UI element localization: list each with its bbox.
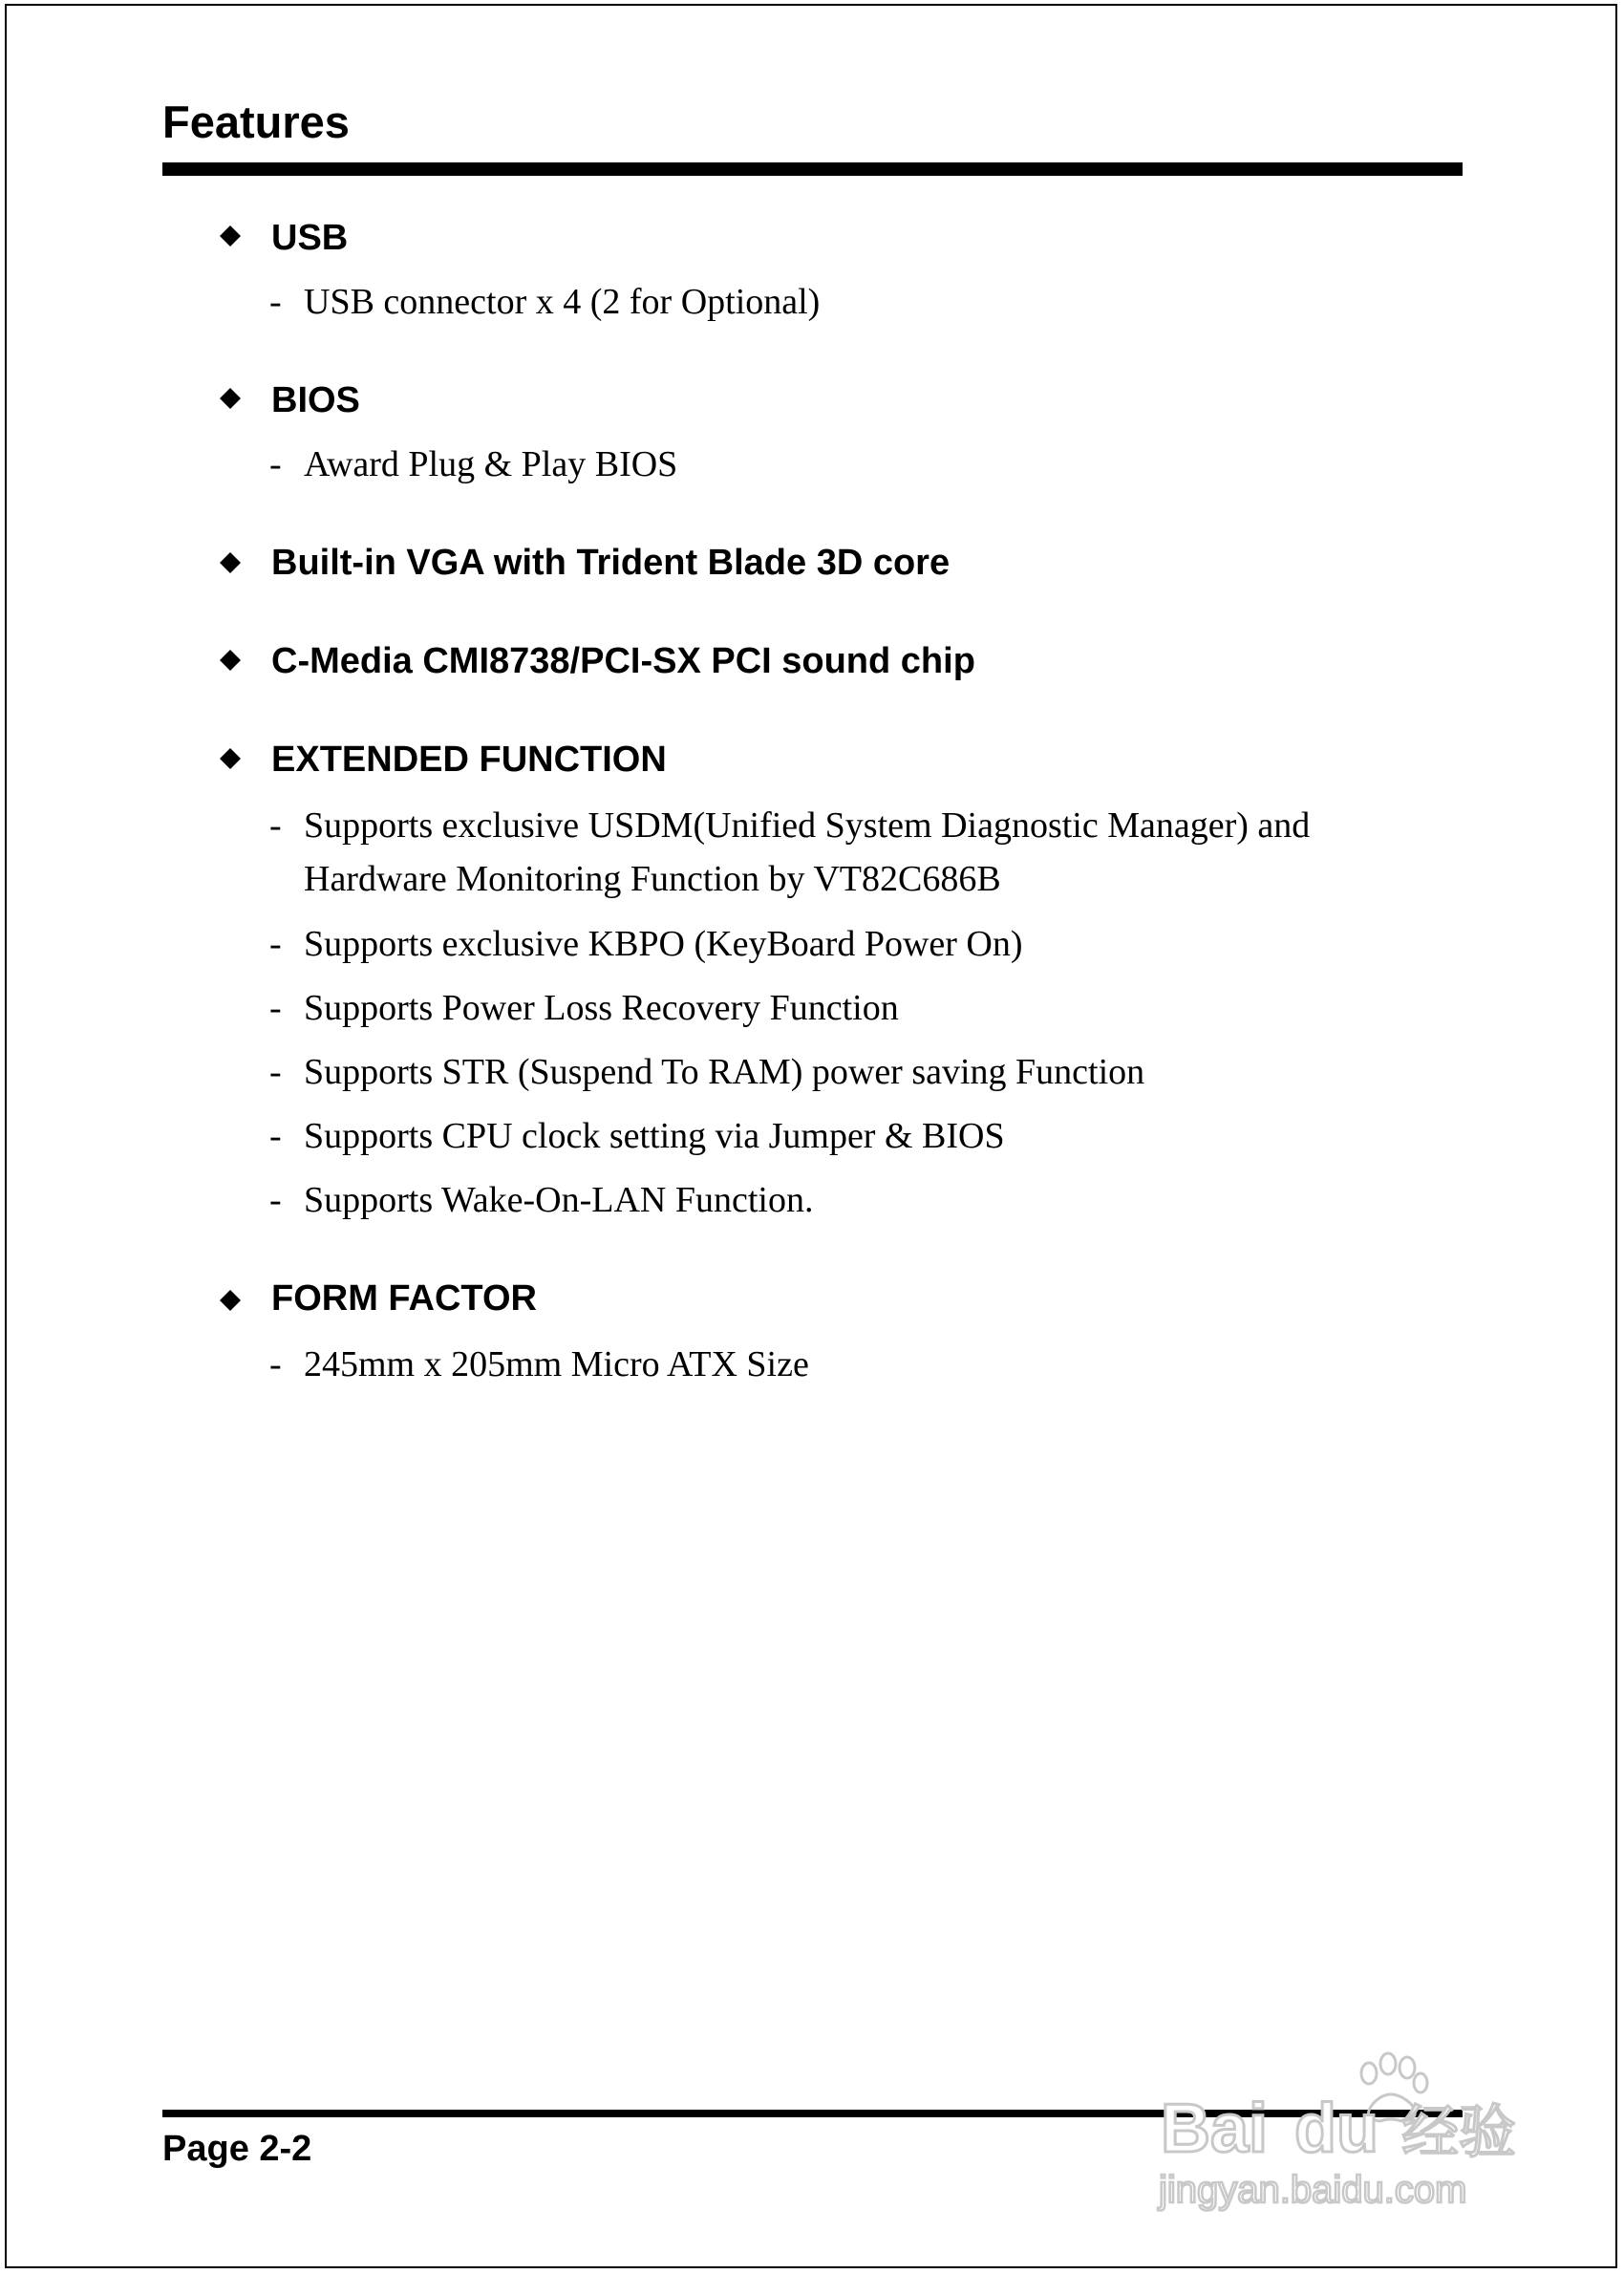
item-text: Supports Power Loss Recovery Function	[304, 988, 899, 1028]
diamond-bullet-icon	[220, 552, 241, 573]
section-heading-form-factor: FORM FACTOR	[271, 1278, 537, 1319]
item-text: Supports CPU clock setting via Jumper & BIOS	[304, 1116, 1005, 1156]
item-text: Award Plug & Play BIOS	[304, 444, 678, 484]
svg-text:Bai: Bai	[1161, 2091, 1269, 2167]
diamond-bullet-icon	[220, 225, 241, 247]
section-heading-extended-function: EXTENDED FUNCTION	[271, 740, 667, 780]
list-item	[269, 438, 677, 491]
page-title: Features	[162, 97, 350, 147]
list-item	[269, 1338, 809, 1391]
section-heading-usb: USB	[271, 218, 349, 258]
dash: -	[269, 444, 282, 484]
section-heading-bios: BIOS	[271, 380, 360, 420]
item-text-continuation: Hardware Monitoring Function by VT82C686B	[304, 859, 1001, 899]
section-heading-vga: Built-in VGA with Trident Blade 3D core	[271, 543, 951, 583]
item-text: 245mm x 205mm Micro ATX Size	[304, 1344, 809, 1384]
svg-text:du: du	[1294, 2091, 1378, 2167]
dash: -	[269, 1180, 282, 1220]
diamond-bullet-icon	[220, 388, 241, 409]
list-item	[269, 1045, 1144, 1099]
section-heading-sound: C-Media CMI8738/PCI-SX PCI sound chip	[271, 641, 975, 681]
dash: -	[269, 1344, 282, 1384]
list-item	[269, 799, 1310, 906]
diamond-bullet-icon	[220, 650, 241, 671]
list-item	[269, 1109, 1005, 1163]
list-item	[269, 917, 1023, 971]
item-text: Supports STR (Suspend To RAM) power saving Function	[304, 1052, 1145, 1092]
dash: -	[269, 924, 282, 964]
baidu-jingyan-watermark-logo	[1151, 2026, 1533, 2217]
dash: -	[269, 1052, 282, 1092]
header-rule	[162, 162, 1463, 176]
dash: -	[269, 805, 282, 846]
item-text: Supports exclusive KBPO (KeyBoard Power On)	[304, 924, 1023, 964]
dash: -	[269, 1116, 282, 1156]
svg-text:经验: 经验	[1401, 2099, 1516, 2166]
dash: -	[269, 988, 282, 1028]
item-text: Supports exclusive USDM(Unified System Diagnostic Manager) and	[304, 805, 1311, 846]
svg-text:jingyan.baidu.com: jingyan.baidu.com	[1159, 2169, 1467, 2211]
list-item	[269, 275, 820, 329]
item-text: USB connector x 4 (2 for Optional)	[304, 282, 821, 322]
list-item	[269, 981, 899, 1035]
diamond-bullet-icon	[220, 1290, 241, 1311]
dash: -	[269, 282, 282, 322]
diamond-bullet-icon	[220, 748, 241, 769]
list-item	[269, 1173, 813, 1227]
page-number: Page 2-2	[162, 2129, 312, 2169]
item-text: Supports Wake-On-LAN Function.	[304, 1180, 814, 1220]
